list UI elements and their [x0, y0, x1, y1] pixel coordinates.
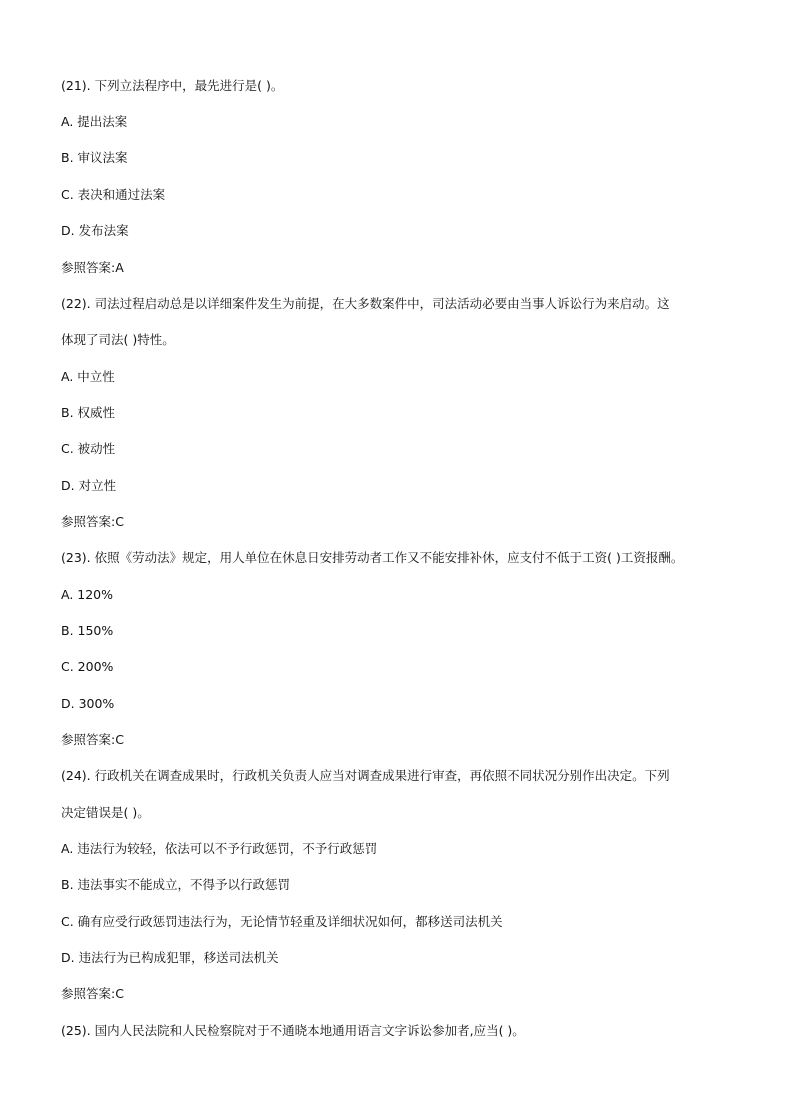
question-25-stem-line-1: (25). 国内人民法院和人民检察院对于不通晓本地通用语言文字诉讼参加者,应当( )。	[61, 1023, 525, 1038]
question-22-option-c: C. 被动性	[61, 441, 116, 456]
question-24-stem-line-1: (24). 行政机关在调查成果时，行政机关负责人应当对调查成果进行审查，再依照不同状况分别作出决定。下列	[61, 768, 670, 783]
question-22-answer: 参照答案:C	[61, 514, 124, 529]
question-22-option-d: D. 对立性	[61, 478, 117, 493]
question-21-option-d: D. 发布法案	[61, 223, 129, 238]
question-21-option-b: B. 审议法案	[61, 150, 128, 165]
question-24-option-d: D. 违法行为已构成犯罪，移送司法机关	[61, 950, 279, 965]
question-24-stem-line-2: 决定错误是( )。	[61, 805, 150, 820]
question-22-option-a: A. 中立性	[61, 369, 115, 384]
question-23-option-b: B. 150%	[61, 623, 114, 638]
question-24-answer: 参照答案:C	[61, 986, 124, 1001]
question-22-stem-line-1: (22). 司法过程启动总是以详细案件发生为前提，在大多数案件中，司法活动必要由当事人诉讼行为来启动。这	[61, 296, 670, 311]
question-22-option-b: B. 权威性	[61, 405, 116, 420]
question-23-answer: 参照答案:C	[61, 732, 124, 747]
question-23-option-a: A. 120%	[61, 587, 114, 602]
question-24-option-c: C. 确有应受行政惩罚违法行为，无论情节轻重及详细状况如何，都移送司法机关	[61, 914, 503, 929]
question-21-option-c: C. 表决和通过法案	[61, 187, 166, 202]
question-23-stem-line-1: (23). 依照《劳动法》规定，用人单位在休息日安排劳动者工作又不能安排补休，应支付不低于工资( )工资报酬。	[61, 550, 684, 565]
question-24-option-a: A. 违法行为较轻，依法可以不予行政惩罚，不予行政惩罚	[61, 841, 378, 856]
question-24-option-b: B. 违法事实不能成立，不得予以行政惩罚	[61, 877, 291, 892]
question-23-option-d: D. 300%	[61, 696, 115, 711]
question-21-answer: 参照答案:A	[61, 260, 124, 275]
question-22-stem-line-2: 体现了司法( )特性。	[61, 332, 175, 347]
question-23-option-c: C. 200%	[61, 659, 114, 674]
question-21-stem-line-1: (21). 下列立法程序中，最先进行是( )。	[61, 78, 284, 93]
question-21-option-a: A. 提出法案	[61, 114, 128, 129]
